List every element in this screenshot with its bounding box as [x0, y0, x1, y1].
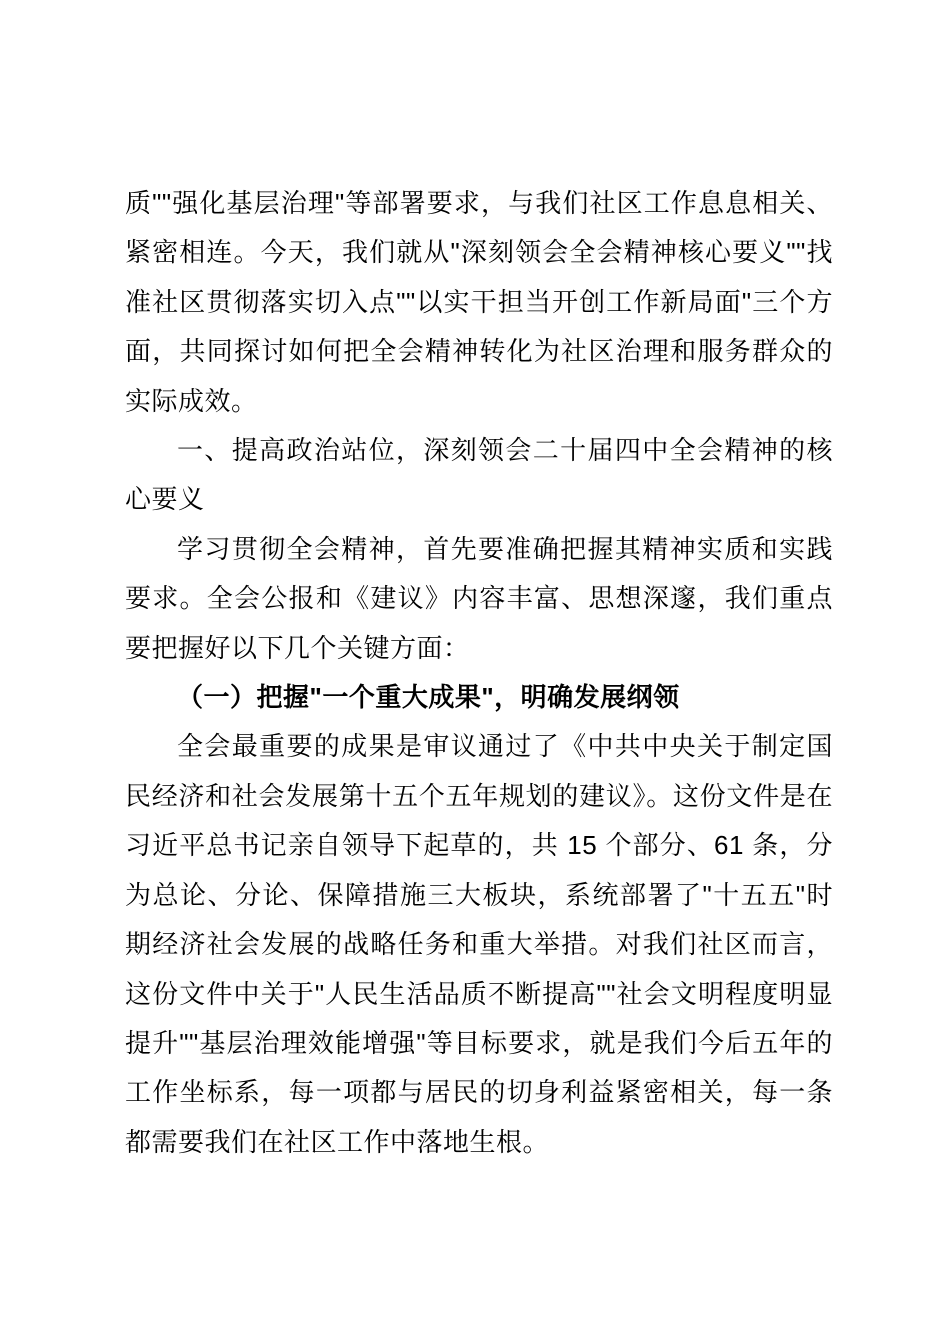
- paragraph-body: 学习贯彻全会精神，首先要准确把握其精神实质和实践要求。全会公报和《建议》内容丰富、思想深邃，我们重点要把握好以下几个关键方面：: [125, 533, 833, 663]
- section-heading-level-2: （一）把握"一个重大成果"，明确发展纲领: [177, 682, 680, 713]
- paragraph-body: 全会最重要的成果是审议通过了《中共中央关于制定国民经济和社会发展第十五个五年规划的建议》。这份文件是在习近平总书记亲自领导下起草的，共 15 个部分、61 条，分为总论、分论、保障措施三大板块，系统部署了"十五五"时期经济社会发展的战略任务和重大举措。对我们社区而言，这份文件中关于"人民生活品质不断提高""社会文明程度明显提升""基层治理效能增强"等目标要求，就是我们今后五年的工作坐标系，每一项都与居民的切身利益紧密相关，每一条都需要我们在社区工作中落地生根。: [125, 731, 833, 1157]
- paragraph-body-continued: 质""强化基层治理"等部署要求，与我们社区工作息息相关、紧密相连。今天，我们就从"深刻领会全会精神核心要义""找准社区贯彻落实切入点""以实干担当开创工作新局面"三个方面，共同探讨如何把全会精神转化为社区治理和服务群众的实际成效。: [125, 188, 833, 416]
- section-heading-level-1: 一、提高政治站位，深刻领会二十届四中全会精神的核心要义: [125, 435, 833, 515]
